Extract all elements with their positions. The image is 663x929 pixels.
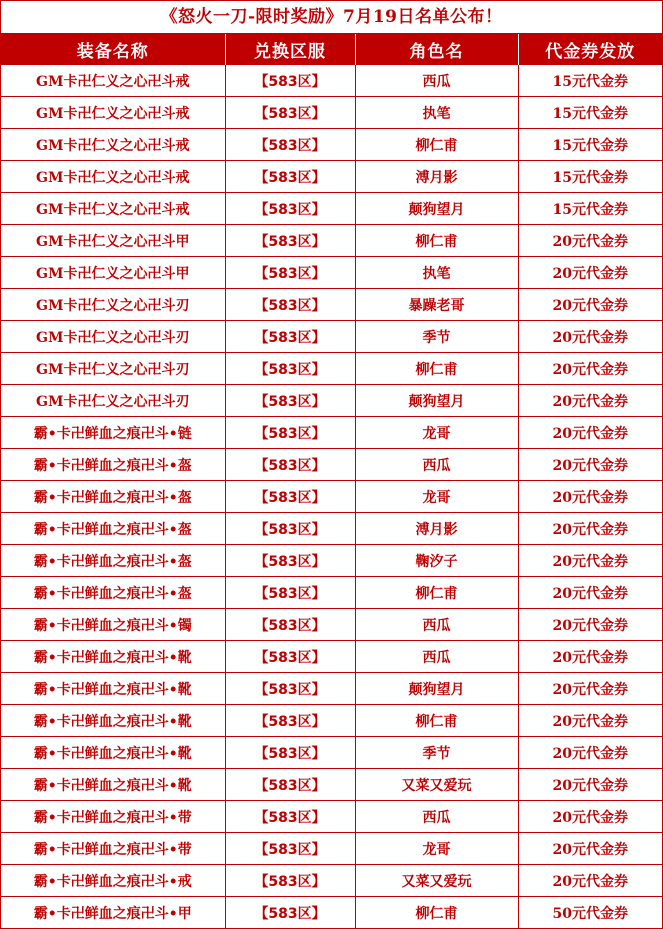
voucher-cell: 15元代金券: [518, 97, 662, 129]
character-name-cell: 柳仁甫: [355, 897, 518, 929]
character-name-cell: 柳仁甫: [355, 353, 518, 385]
equipment-name-cell: 霸•卡卍鲜血之痕卍斗•靴: [1, 673, 225, 705]
voucher-cell: 20元代金券: [518, 801, 662, 833]
voucher-cell: 20元代金券: [518, 481, 662, 513]
header-row: [1, 34, 662, 65]
voucher-cell: 50元代金券: [518, 897, 662, 929]
table-row: [1, 705, 662, 737]
server-zone-cell: 【583区】: [225, 353, 355, 385]
server-zone-cell: 【583区】: [225, 641, 355, 673]
character-name-cell: 又菜又爱玩: [355, 865, 518, 897]
character-name-cell: 鞠汐子: [355, 545, 518, 577]
voucher-cell: 20元代金券: [518, 385, 662, 417]
server-zone-cell: 【583区】: [225, 897, 355, 929]
equipment-name-cell: 霸•卡卍鲜血之痕卍斗•带: [1, 801, 225, 833]
table-row: [1, 609, 662, 641]
table-row: [1, 545, 662, 577]
winner-table: [1, 34, 662, 929]
table-row: [1, 289, 662, 321]
voucher-cell: 20元代金券: [518, 449, 662, 481]
voucher-cell: 20元代金券: [518, 321, 662, 353]
character-name-cell: 西瓜: [355, 641, 518, 673]
voucher-cell: 20元代金券: [518, 609, 662, 641]
server-zone-cell: 【583区】: [225, 257, 355, 289]
server-zone-cell: 【583区】: [225, 321, 355, 353]
character-name-cell: 龙哥: [355, 417, 518, 449]
character-name-cell: 柳仁甫: [355, 705, 518, 737]
table-row: [1, 193, 662, 225]
voucher-cell: 20元代金券: [518, 769, 662, 801]
character-name-cell: 西瓜: [355, 65, 518, 97]
character-name-cell: 暴躁老哥: [355, 289, 518, 321]
table-row: [1, 257, 662, 289]
equipment-name-cell: GM卡卍仁义之心卍斗刃: [1, 289, 225, 321]
table-row: [1, 481, 662, 513]
equipment-name-cell: 霸•卡卍鲜血之痕卍斗•盔: [1, 513, 225, 545]
equipment-name-cell: GM卡卍仁义之心卍斗戒: [1, 97, 225, 129]
header-character-name: 角色名: [355, 34, 518, 65]
equipment-name-cell: 霸•卡卍鲜血之痕卍斗•盔: [1, 545, 225, 577]
equipment-name-cell: GM卡卍仁义之心卍斗刃: [1, 321, 225, 353]
server-zone-cell: 【583区】: [225, 161, 355, 193]
server-zone-cell: 【583区】: [225, 833, 355, 865]
character-name-cell: 颠狗望月: [355, 193, 518, 225]
voucher-cell: 20元代金券: [518, 577, 662, 609]
voucher-cell: 20元代金券: [518, 737, 662, 769]
table-row: [1, 225, 662, 257]
character-name-cell: 柳仁甫: [355, 577, 518, 609]
character-name-cell: 颠狗望月: [355, 385, 518, 417]
server-zone-cell: 【583区】: [225, 673, 355, 705]
equipment-name-cell: 霸•卡卍鲜血之痕卍斗•靴: [1, 769, 225, 801]
server-zone-cell: 【583区】: [225, 481, 355, 513]
voucher-cell: 20元代金券: [518, 673, 662, 705]
header-server-zone: 兑换区服: [225, 34, 355, 65]
server-zone-cell: 【583区】: [225, 225, 355, 257]
voucher-cell: 15元代金券: [518, 129, 662, 161]
header-equipment-name: 装备名称: [1, 34, 225, 65]
server-zone-cell: 【583区】: [225, 609, 355, 641]
server-zone-cell: 【583区】: [225, 449, 355, 481]
table-row: [1, 385, 662, 417]
server-zone-cell: 【583区】: [225, 513, 355, 545]
table-row: [1, 673, 662, 705]
voucher-cell: 20元代金券: [518, 865, 662, 897]
server-zone-cell: 【583区】: [225, 129, 355, 161]
server-zone-cell: 【583区】: [225, 577, 355, 609]
equipment-name-cell: 霸•卡卍鲜血之痕卍斗•盔: [1, 577, 225, 609]
table-row: [1, 129, 662, 161]
voucher-cell: 20元代金券: [518, 257, 662, 289]
table-row: [1, 865, 662, 897]
character-name-cell: 龙哥: [355, 481, 518, 513]
server-zone-cell: 【583区】: [225, 705, 355, 737]
table-row: [1, 897, 662, 929]
voucher-cell: 15元代金券: [518, 65, 662, 97]
server-zone-cell: 【583区】: [225, 193, 355, 225]
equipment-name-cell: 霸•卡卍鲜血之痕卍斗•靴: [1, 705, 225, 737]
equipment-name-cell: GM卡卍仁义之心卍斗戒: [1, 161, 225, 193]
equipment-name-cell: GM卡卍仁义之心卍斗戒: [1, 193, 225, 225]
server-zone-cell: 【583区】: [225, 801, 355, 833]
table-row: [1, 577, 662, 609]
character-name-cell: 溥月影: [355, 513, 518, 545]
character-name-cell: 执笔: [355, 257, 518, 289]
server-zone-cell: 【583区】: [225, 289, 355, 321]
equipment-name-cell: 霸•卡卍鲜血之痕卍斗•盔: [1, 481, 225, 513]
character-name-cell: 龙哥: [355, 833, 518, 865]
table-header: [1, 34, 662, 65]
voucher-cell: 15元代金券: [518, 193, 662, 225]
voucher-cell: 20元代金券: [518, 225, 662, 257]
server-zone-cell: 【583区】: [225, 417, 355, 449]
table-row: [1, 65, 662, 97]
equipment-name-cell: GM卡卍仁义之心卍斗甲: [1, 225, 225, 257]
character-name-cell: 季节: [355, 737, 518, 769]
server-zone-cell: 【583区】: [225, 737, 355, 769]
voucher-cell: 20元代金券: [518, 705, 662, 737]
character-name-cell: 又菜又爱玩: [355, 769, 518, 801]
table-row: [1, 513, 662, 545]
table-row: [1, 97, 662, 129]
equipment-name-cell: GM卡卍仁义之心卍斗甲: [1, 257, 225, 289]
voucher-cell: 20元代金券: [518, 641, 662, 673]
table-row: [1, 737, 662, 769]
equipment-name-cell: GM卡卍仁义之心卍斗刃: [1, 385, 225, 417]
header-voucher: 代金券发放: [518, 34, 662, 65]
table-row: [1, 449, 662, 481]
table-row: [1, 801, 662, 833]
voucher-cell: 20元代金券: [518, 417, 662, 449]
table-row: [1, 769, 662, 801]
character-name-cell: 颠狗望月: [355, 673, 518, 705]
server-zone-cell: 【583区】: [225, 769, 355, 801]
equipment-name-cell: 霸•卡卍鲜血之痕卍斗•靴: [1, 641, 225, 673]
character-name-cell: 柳仁甫: [355, 129, 518, 161]
character-name-cell: 西瓜: [355, 801, 518, 833]
equipment-name-cell: 霸•卡卍鲜血之痕卍斗•盔: [1, 449, 225, 481]
table-row: [1, 417, 662, 449]
voucher-cell: 20元代金券: [518, 545, 662, 577]
equipment-name-cell: GM卡卍仁义之心卍斗刃: [1, 353, 225, 385]
table-row: [1, 641, 662, 673]
equipment-name-cell: 霸•卡卍鲜血之痕卍斗•甲: [1, 897, 225, 929]
table-row: [1, 353, 662, 385]
equipment-name-cell: 霸•卡卍鲜血之痕卍斗•戒: [1, 865, 225, 897]
equipment-name-cell: 霸•卡卍鲜血之痕卍斗•靴: [1, 737, 225, 769]
table-body: [1, 65, 662, 929]
voucher-cell: 15元代金券: [518, 161, 662, 193]
voucher-cell: 20元代金券: [518, 833, 662, 865]
character-name-cell: 溥月影: [355, 161, 518, 193]
equipment-name-cell: 霸•卡卍鲜血之痕卍斗•链: [1, 417, 225, 449]
server-zone-cell: 【583区】: [225, 865, 355, 897]
server-zone-cell: 【583区】: [225, 385, 355, 417]
character-name-cell: 季节: [355, 321, 518, 353]
character-name-cell: 西瓜: [355, 449, 518, 481]
server-zone-cell: 【583区】: [225, 545, 355, 577]
voucher-cell: 20元代金券: [518, 353, 662, 385]
table-row: [1, 833, 662, 865]
character-name-cell: 西瓜: [355, 609, 518, 641]
voucher-cell: 20元代金券: [518, 289, 662, 321]
page-title: 《怒火一刀-限时奖励》7月19日名单公布！: [1, 1, 662, 34]
equipment-name-cell: GM卡卍仁义之心卍斗戒: [1, 129, 225, 161]
character-name-cell: 柳仁甫: [355, 225, 518, 257]
server-zone-cell: 【583区】: [225, 65, 355, 97]
table-row: [1, 161, 662, 193]
equipment-name-cell: GM卡卍仁义之心卍斗戒: [1, 65, 225, 97]
equipment-name-cell: 霸•卡卍鲜血之痕卍斗•带: [1, 833, 225, 865]
voucher-cell: 20元代金券: [518, 513, 662, 545]
table-row: [1, 321, 662, 353]
server-zone-cell: 【583区】: [225, 97, 355, 129]
equipment-name-cell: 霸•卡卍鲜血之痕卍斗•镯: [1, 609, 225, 641]
character-name-cell: 执笔: [355, 97, 518, 129]
